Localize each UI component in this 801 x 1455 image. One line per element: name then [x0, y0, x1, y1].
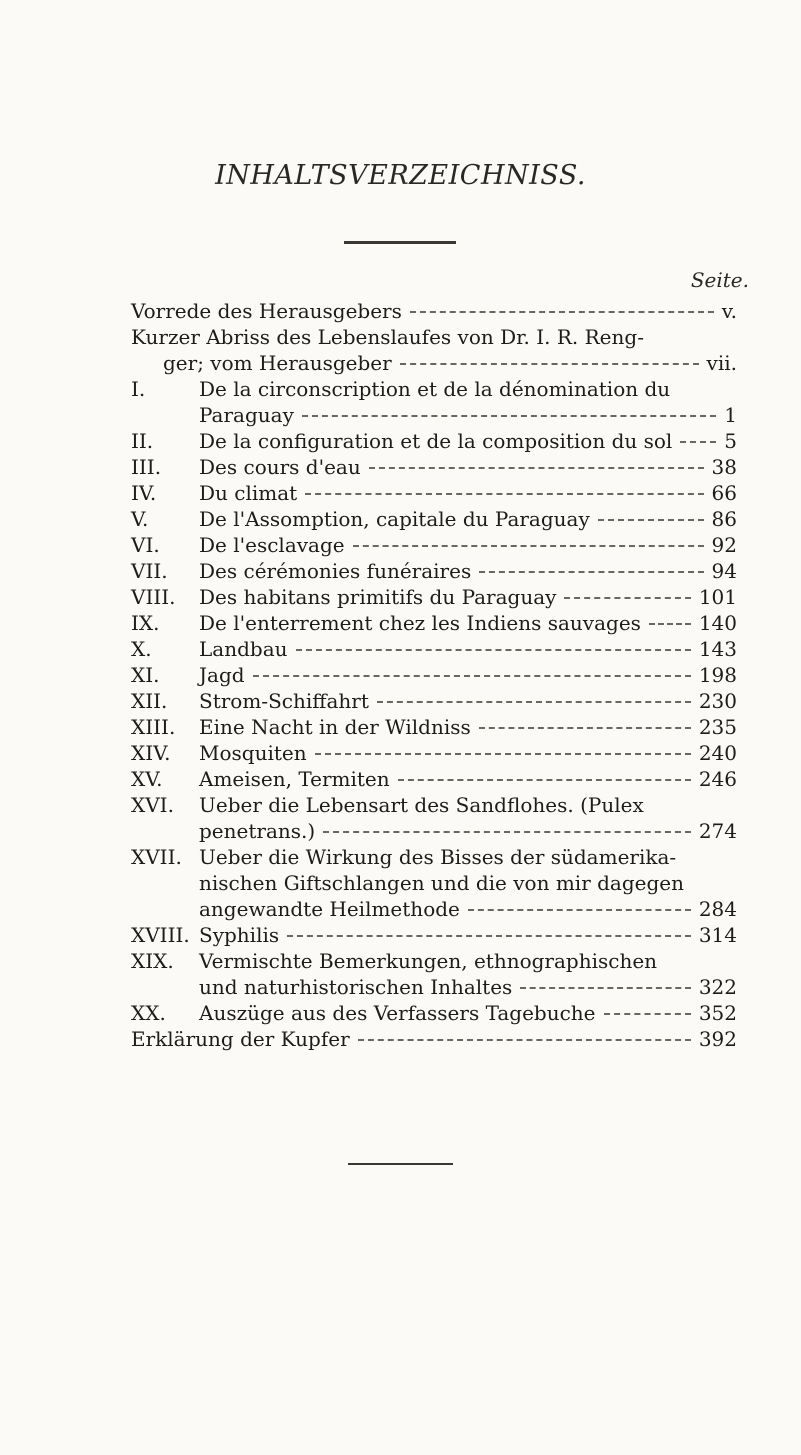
dot-leader [564, 597, 691, 599]
toc-line [131, 714, 737, 740]
page-number: 101 [698, 585, 737, 609]
page-title: INHALTSVERZEICHNISS. [215, 160, 586, 191]
chapter-number: XVIII. [131, 923, 190, 947]
entry-title: Vorrede des Herausgebers [131, 299, 402, 323]
dot-leader [305, 493, 704, 495]
page-number: 246 [698, 767, 737, 791]
dot-leader [598, 519, 704, 521]
toc-entry [131, 428, 737, 454]
toc-line [131, 480, 737, 506]
title-rule [344, 241, 456, 244]
toc-line [131, 922, 737, 948]
page-number: vii. [706, 351, 737, 375]
toc-entry [131, 922, 737, 948]
dot-leader [468, 909, 691, 911]
toc-line [131, 662, 737, 688]
page-number: 235 [698, 715, 737, 739]
dot-leader [358, 1039, 691, 1041]
toc-entry [131, 714, 737, 740]
dot-leader [253, 675, 691, 677]
toc-entry [131, 688, 737, 714]
toc-entry [131, 376, 737, 428]
entry-title: ger; vom Herausgeber [163, 351, 392, 375]
dot-leader [410, 311, 714, 313]
entry-title: Ameisen, Termiten [199, 767, 390, 791]
page-number: 284 [698, 897, 737, 921]
entry-title: De la circonscription et de la dénomination du [199, 377, 671, 401]
dot-leader [323, 831, 691, 833]
toc-line [131, 610, 737, 636]
toc-entry [131, 506, 737, 532]
toc-line [131, 740, 737, 766]
chapter-number: XX. [131, 1001, 166, 1025]
toc-line [131, 298, 737, 324]
dot-leader [649, 623, 691, 625]
entry-title: Eine Nacht in der Wildniss [199, 715, 471, 739]
dot-leader [398, 779, 691, 781]
toc-entry [131, 298, 737, 324]
toc-entry [131, 454, 737, 480]
toc-line [131, 532, 737, 558]
toc-line [131, 688, 737, 714]
chapter-number: X. [131, 637, 152, 661]
entry-title: und naturhistorischen Inhaltes [199, 975, 513, 999]
page-number: 1 [724, 403, 737, 427]
toc-entry [131, 636, 737, 662]
entry-title: Auszüge aus des Verfassers Tagebuche [199, 1001, 596, 1025]
toc-entry [131, 844, 737, 922]
chapter-number: XV. [131, 767, 163, 791]
dot-leader [302, 415, 716, 417]
entry-title: Jagd [199, 663, 245, 687]
page-number: 140 [698, 611, 737, 635]
chapter-number: II. [131, 429, 154, 453]
page-number: v. [721, 299, 737, 323]
entry-title: Mosquiten [199, 741, 307, 765]
chapter-number: XII. [131, 689, 168, 713]
dot-leader [680, 441, 716, 443]
page-number: 240 [698, 741, 737, 765]
toc-entry [131, 480, 737, 506]
entry-title: Kurzer Abriss des Lebenslaufes von Dr. I. R. Reng- [131, 325, 644, 349]
entry-title: Ueber die Wirkung des Bisses der südamerika- [199, 845, 677, 869]
toc-line [131, 792, 737, 818]
toc-line [131, 350, 737, 376]
table-of-contents [131, 298, 737, 1052]
chapter-number: XIII. [131, 715, 176, 739]
dot-leader [369, 467, 704, 469]
chapter-number: XVI. [131, 793, 174, 817]
toc-entry [131, 662, 737, 688]
toc-line [131, 948, 737, 974]
entry-title: penetrans.) [199, 819, 316, 843]
entry-title: Ueber die Lebensart des Sandflohes. (Pulex [199, 793, 644, 817]
chapter-number: V. [131, 507, 149, 531]
entry-title: De l'esclavage [199, 533, 345, 557]
entry-title: Vermischte Bemerkungen, ethnographischen [199, 949, 658, 973]
page-number: 94 [711, 559, 737, 583]
toc-line [131, 896, 737, 922]
dot-leader [377, 701, 691, 703]
entry-title: Des cours d'eau [199, 455, 361, 479]
dot-leader [353, 545, 704, 547]
chapter-number: XVII. [131, 845, 182, 869]
page-number: 314 [698, 923, 737, 947]
chapter-number: XIX. [131, 949, 174, 973]
page-number: 92 [711, 533, 737, 557]
page-number: 38 [711, 455, 737, 479]
dot-leader [287, 935, 691, 937]
toc-line [131, 584, 737, 610]
chapter-number: VIII. [131, 585, 176, 609]
dot-leader [479, 571, 704, 573]
entry-title: nischen Giftschlangen und die von mir dagegen [199, 871, 684, 895]
toc-entry [131, 766, 737, 792]
toc-line [131, 1000, 737, 1026]
chapter-number: IV. [131, 481, 157, 505]
toc-line [131, 766, 737, 792]
toc-line [131, 974, 737, 1000]
entry-title: Du climat [199, 481, 298, 505]
toc-line [131, 428, 737, 454]
toc-line [131, 818, 737, 844]
entry-title: Syphilis [199, 923, 280, 947]
entry-title: Des habitans primitifs du Paraguay [199, 585, 557, 609]
page-column-label: Seite. [690, 268, 749, 292]
page-number: 198 [698, 663, 737, 687]
entry-title: angewandte Heilmethode [199, 897, 460, 921]
entry-title: Strom-Schiffahrt [199, 689, 369, 713]
toc-entry [131, 1026, 737, 1052]
dot-leader [400, 363, 699, 365]
toc-entry [131, 532, 737, 558]
dot-leader [296, 649, 691, 651]
chapter-number: XI. [131, 663, 160, 687]
chapter-number: VI. [131, 533, 160, 557]
entry-title: De l'Assomption, capitale du Paraguay [199, 507, 590, 531]
toc-entry [131, 558, 737, 584]
toc-entry [131, 610, 737, 636]
toc-line [131, 506, 737, 532]
toc-line [131, 454, 737, 480]
toc-entry [131, 792, 737, 844]
toc-entry [131, 740, 737, 766]
toc-line [131, 1026, 737, 1052]
page-number: 322 [698, 975, 737, 999]
chapter-number: VII. [131, 559, 168, 583]
chapter-number: III. [131, 455, 162, 479]
dot-leader [604, 1013, 691, 1015]
page-number: 352 [698, 1001, 737, 1025]
toc-line [131, 844, 737, 870]
page-number: 230 [698, 689, 737, 713]
entry-title: De l'enterrement chez les Indiens sauvages [199, 611, 641, 635]
entry-title: Paraguay [199, 403, 294, 427]
toc-line [131, 870, 737, 896]
end-rule [348, 1163, 453, 1165]
toc-line [131, 402, 737, 428]
page-number: 5 [724, 429, 737, 453]
page-number: 392 [698, 1027, 737, 1051]
page-number: 86 [711, 507, 737, 531]
toc-line [131, 376, 737, 402]
toc-line [131, 636, 737, 662]
entry-title: Des cérémonies funéraires [199, 559, 472, 583]
page-number: 143 [698, 637, 737, 661]
entry-title: Erklärung der Kupfer [131, 1027, 350, 1051]
toc-entry [131, 584, 737, 610]
entry-title: Landbau [199, 637, 288, 661]
dot-leader [315, 753, 691, 755]
dot-leader [479, 727, 691, 729]
toc-line [131, 324, 737, 350]
page-number: 274 [698, 819, 737, 843]
toc-entry [131, 948, 737, 1000]
chapter-number: I. [131, 377, 146, 401]
chapter-number: XIV. [131, 741, 171, 765]
toc-line [131, 558, 737, 584]
toc-entry [131, 324, 737, 376]
dot-leader [520, 987, 691, 989]
page-number: 66 [711, 481, 737, 505]
chapter-number: IX. [131, 611, 160, 635]
entry-title: De la configuration et de la composition du sol [199, 429, 673, 453]
toc-entry [131, 1000, 737, 1026]
